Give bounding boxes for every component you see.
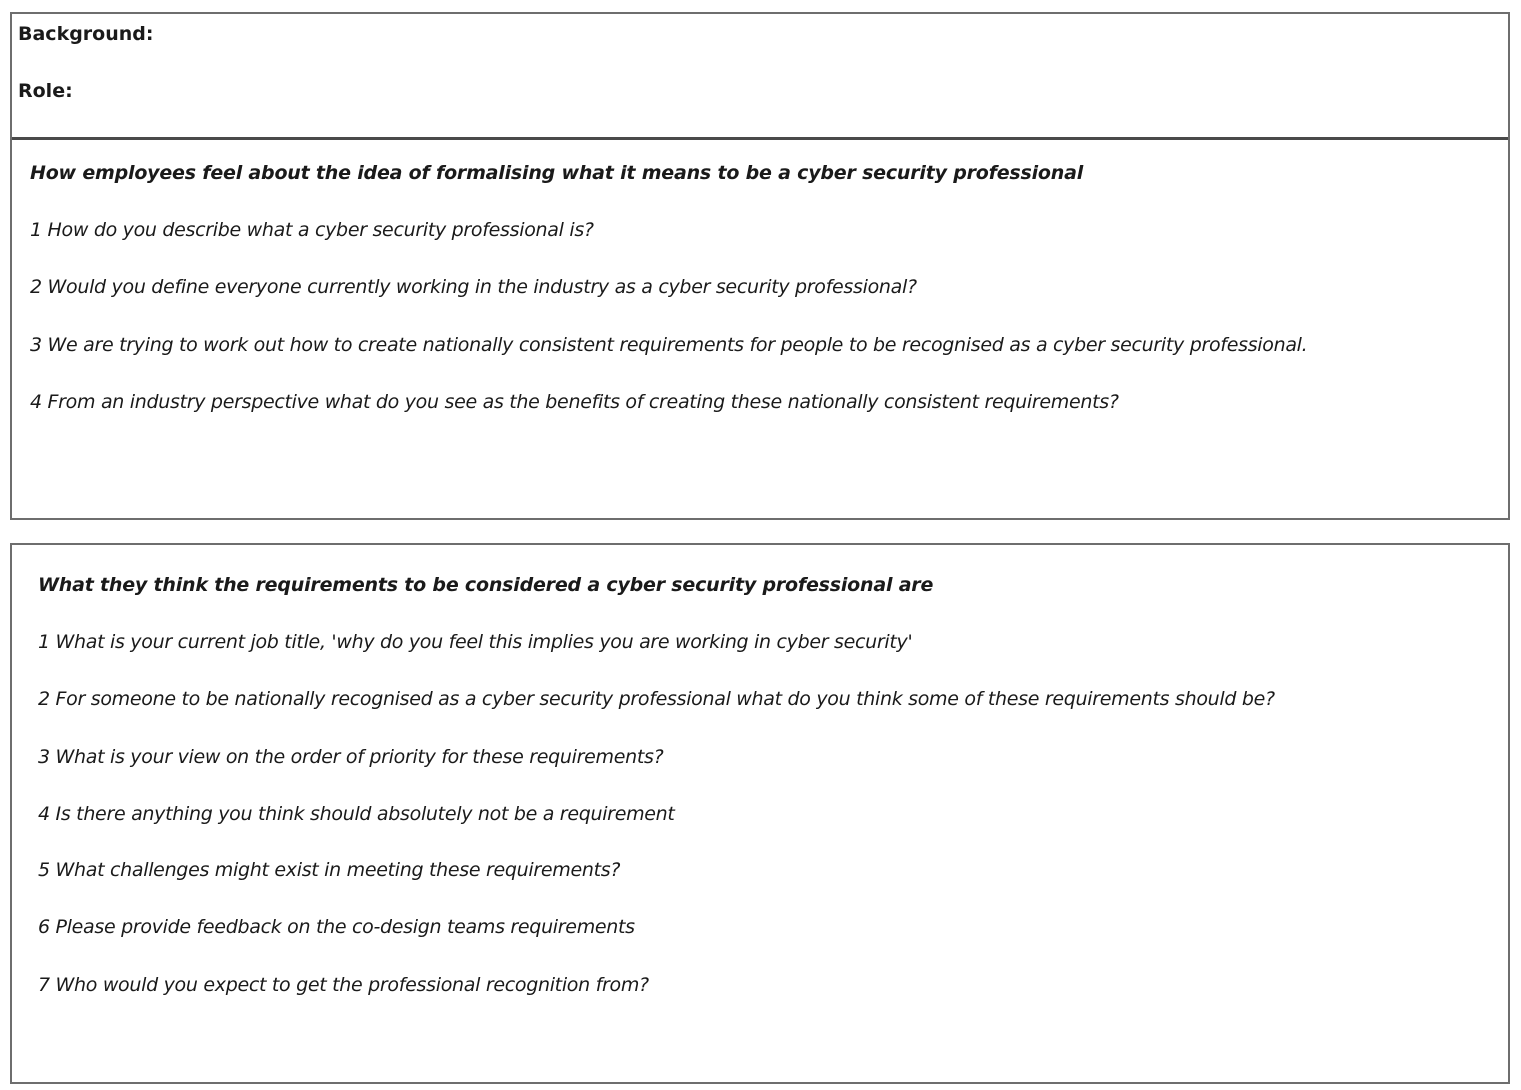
section2-question-2: 2 For someone to be nationally recognised as a cyber security professional what do you think some of these requirements should be? [38, 688, 1275, 710]
section2-question-1: 1 What is your current job title, 'why do you feel this implies you are working in cyber security' [38, 631, 913, 653]
section2-question-5: 5 What challenges might exist in meeting these requirements? [38, 859, 621, 881]
background-label: Background: [18, 23, 154, 45]
section2-question-6: 6 Please provide feedback on the co-design teams requirements [38, 916, 635, 938]
section2-question-3: 3 What is your view on the order of priority for these requirements? [38, 746, 664, 768]
interview-box-bottom [10, 543, 1510, 1084]
interview-box-top [10, 12, 1510, 520]
section2-question-4: 4 Is there anything you think should absolutely not be a requirement [38, 803, 675, 825]
section2-heading: What they think the requirements to be considered a cyber security professional are [38, 574, 934, 596]
role-label: Role: [18, 80, 73, 102]
section1-question-2: 2 Would you define everyone currently working in the industry as a cyber security professional? [30, 276, 917, 298]
section1-heading: How employees feel about the idea of formalising what it means to be a cyber security professional [30, 162, 1084, 184]
section2-question-7: 7 Who would you expect to get the professional recognition from? [38, 974, 649, 996]
section1-question-3: 3 We are trying to work out how to create nationally consistent requirements for people to be recognised as a cyber security professional. [30, 334, 1308, 356]
section1-question-4: 4 From an industry perspective what do you see as the benefits of creating these nationally consistent requirements? [30, 391, 1119, 413]
section-divider [12, 137, 1508, 140]
section1-question-1: 1 How do you describe what a cyber security professional is? [30, 219, 594, 241]
